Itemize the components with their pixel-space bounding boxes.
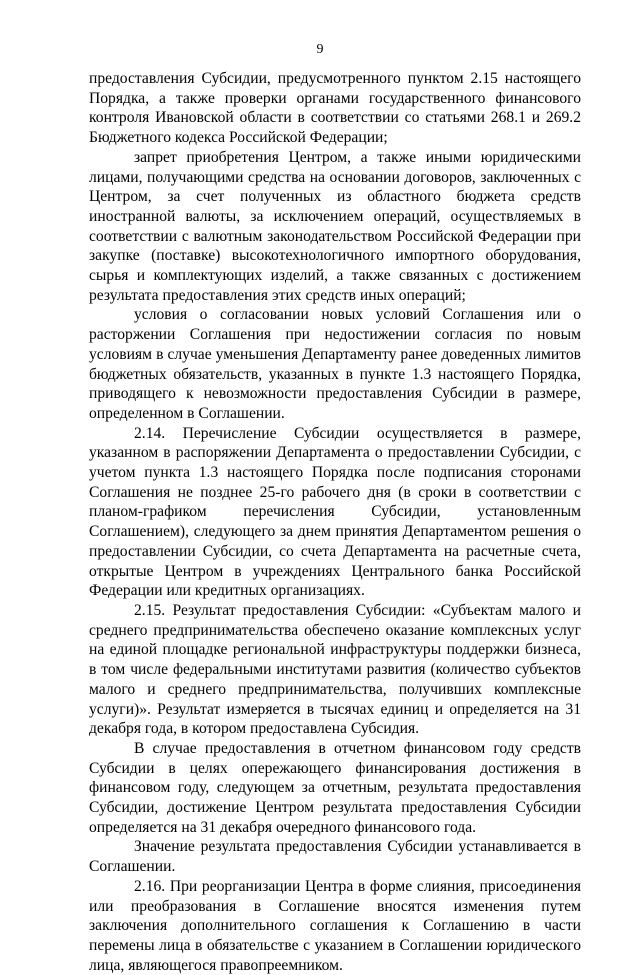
- paragraph-2-14: 2.14. Перечисление Субсидии осуществляется в размере, указанном в распоряжении Департамента о предоставлении Субсидии, с учетом пункта 1.3 настоящего Порядка после подписания сторонами Соглашения не позднее 25-го рабочего дня (в сроки в соответствии с планом-графиком перечисления Субсидии, установленным Соглашением), следующего за днем принятия Департаментом решения о предоставлении Субсидии, со счета Департамента на расчетные счета, открытые Центром в учреждениях Центрального банка Российской Федерации или кредитных организациях.: [89, 424, 581, 600]
- document-body: [89, 69, 581, 975]
- paragraph-agreement-conditions: условия о согласовании новых условий Соглашения или о расторжении Соглашения при недостижении согласия по новым условиям в случае уменьшения Департаменту ранее доведенных лимитов бюджетных обязательств, указанных в пункте 1.3 настоящего Порядка, приводящего к невозможности предоставления Субсидии в размере, определенном в Соглашении.: [89, 306, 581, 422]
- paragraph-2-15: 2.15. Результат предоставления Субсидии: «Субъектам малого и среднего предпринимательства обеспечено оказание комплексных услуг на единой площадке региональной инфраструктуры поддержки бизнеса, в том числе федеральными институтами развития (количество субъектов малого и среднего предпринимательства, получивших комплексные услуги)». Результат измеряется в тысячах единиц и определяется на 31 декабря года, в котором предоставлена Субсидия.: [89, 601, 581, 738]
- paragraph-1-continuation: предоставления Субсидии, предусмотренного пунктом 2.15 настоящего Порядка, а также проверки органами государственного финансового контроля Ивановской области в соответствии со статьями 268.1 и 269.2 Бюджетного кодекса Российской Федерации;: [89, 70, 581, 147]
- paragraph-advance-financing: В случае предоставления в отчетном финансовом году средств Субсидии в целях опережающего финансирования достижения в финансовом году, следующем за отчетным, результата предоставления Субсидии, достижение Центром результата предоставления Субсидии определяется на 31 декабря очередного финансового года.: [89, 739, 581, 836]
- paragraph-result-value: Значение результата предоставления Субсидии устанавливается в Соглашении.: [89, 838, 581, 876]
- paragraph-2-16: 2.16. При реорганизации Центра в форме слияния, присоединения или преобразования в Соглашение вносятся изменения путем заключения дополнительного соглашения к Соглашению в части перемены лица в обязательстве с указанием в Соглашении юридического лица, являющегося правопреемником.: [89, 877, 581, 974]
- paragraph-currency-ban: запрет приобретения Центром, а также иными юридическими лицами, получающими средства на основании договоров, заключенных с Центром, за счет полученных из областного бюджета средств иностранной валюты, за исключением операций, осуществляемых в соответствии с валютным законодательством Российской Федерации при закупке (поставке) высокотехнологичного импортного оборудования, сырья и комплектующих изделий, а также связанных с достижением результата предоставления этих средств иных операций;: [89, 148, 581, 304]
- page-number: 9: [316, 42, 324, 57]
